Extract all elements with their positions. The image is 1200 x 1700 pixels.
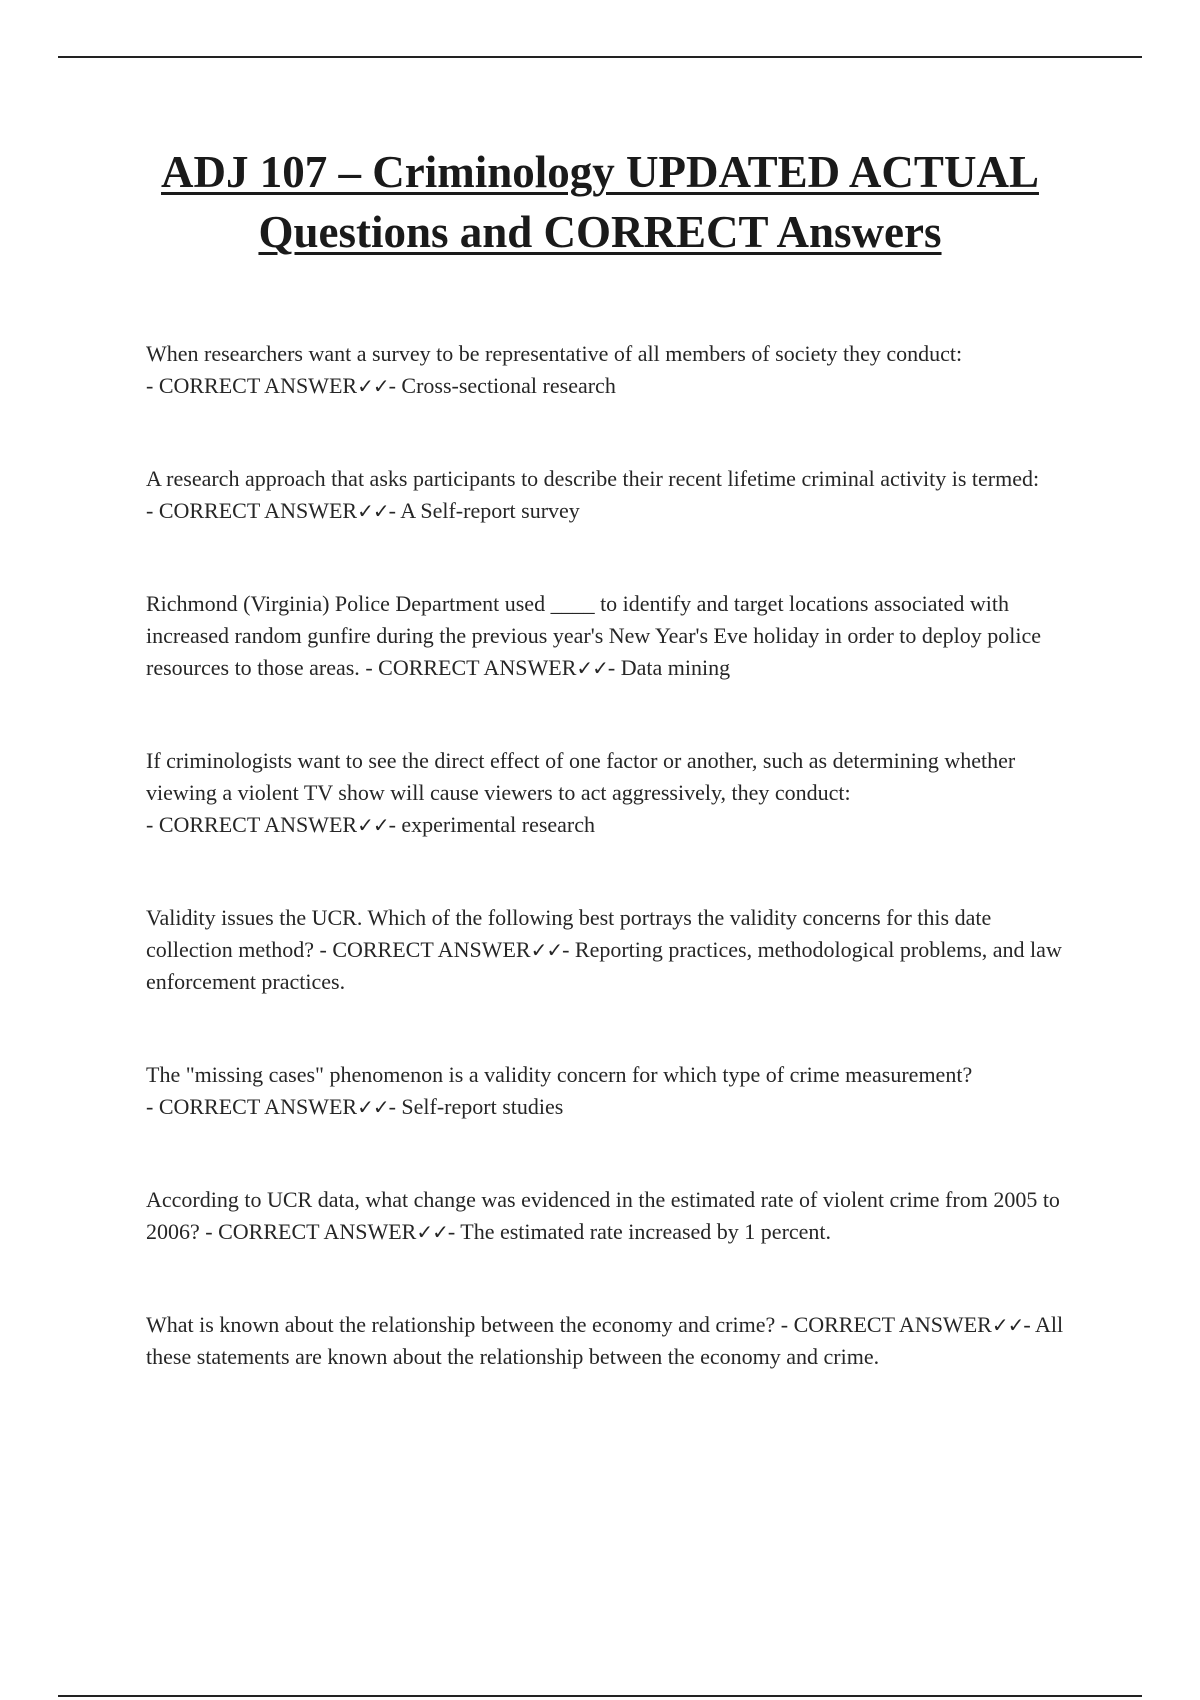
correct-answer-label: - CORRECT ANSWER bbox=[146, 373, 358, 398]
answer-text: - Cross-sectional research bbox=[388, 373, 616, 398]
question-text: Richmond (Virginia) Police Department used ____ to identify and target locations associated with increased random gunfire during the previous year's New Year's Eve holiday in order to deploy police resources to those areas. bbox=[146, 591, 1042, 680]
check-marks-icon: ✓✓ bbox=[357, 1095, 389, 1119]
qa-list bbox=[146, 338, 1070, 1434]
correct-answer-label: - CORRECT ANSWER bbox=[319, 937, 531, 962]
qa-item bbox=[146, 1059, 1070, 1123]
qa-item bbox=[146, 1309, 1070, 1373]
qa-item bbox=[146, 588, 1070, 684]
qa-item bbox=[146, 463, 1070, 527]
answer-text: - Reporting practices, methodological problems, and law enforcement practices. bbox=[146, 937, 1062, 994]
qa-item bbox=[146, 745, 1070, 841]
question-text: According to UCR data, what change was evidenced in the estimated rate of violent crime from 2005 to 2006? bbox=[146, 1187, 1060, 1244]
correct-answer-label: - CORRECT ANSWER bbox=[146, 1094, 358, 1119]
check-marks-icon: ✓✓ bbox=[416, 1220, 448, 1244]
correct-answer-label: - CORRECT ANSWER bbox=[365, 655, 577, 680]
correct-answer-label: - CORRECT ANSWER bbox=[146, 812, 358, 837]
answer-text: - A Self-report survey bbox=[388, 498, 580, 523]
question-text: When researchers want a survey to be representative of all members of society they conduct: bbox=[146, 341, 963, 366]
question-text: What is known about the relationship between the economy and crime? bbox=[146, 1312, 776, 1337]
top-divider bbox=[58, 56, 1142, 58]
correct-answer-label: - CORRECT ANSWER bbox=[146, 498, 358, 523]
check-marks-icon: ✓✓ bbox=[357, 813, 389, 837]
document-title: ADJ 107 – Criminology UPDATED ACTUAL Questions and CORRECT Answers bbox=[161, 147, 1039, 257]
answer-text: - All these statements are known about the relationship between the economy and crime. bbox=[146, 1312, 1064, 1369]
answer-text: - The estimated rate increased by 1 percent. bbox=[447, 1219, 832, 1244]
check-marks-icon: ✓✓ bbox=[357, 499, 389, 523]
answer-text: - Data mining bbox=[607, 655, 731, 680]
bottom-divider bbox=[58, 1695, 1142, 1697]
check-marks-icon: ✓✓ bbox=[357, 374, 389, 398]
qa-item bbox=[146, 902, 1070, 998]
question-text: If criminologists want to see the direct effect of one factor or another, such as determining whether viewing a violent TV show will cause viewers to act aggressively, they conduct: bbox=[146, 748, 1016, 805]
qa-item bbox=[146, 338, 1070, 402]
check-marks-icon: ✓✓ bbox=[991, 1313, 1024, 1337]
question-text: A research approach that asks participants to describe their recent lifetime criminal activity is termed: bbox=[146, 466, 1040, 491]
check-marks-icon: ✓✓ bbox=[576, 656, 608, 680]
question-text: The "missing cases" phenomenon is a validity concern for which type of crime measurement? bbox=[146, 1062, 973, 1087]
correct-answer-label: - CORRECT ANSWER bbox=[205, 1219, 417, 1244]
question-text: Validity issues the UCR. Which of the following best portrays the validity concerns for this date collection method? bbox=[146, 905, 992, 962]
check-marks-icon: ✓✓ bbox=[530, 938, 563, 962]
answer-text: - Self-report studies bbox=[388, 1094, 564, 1119]
correct-answer-label: - CORRECT ANSWER bbox=[780, 1312, 992, 1337]
qa-item bbox=[146, 1184, 1070, 1248]
answer-text: - experimental research bbox=[388, 812, 596, 837]
